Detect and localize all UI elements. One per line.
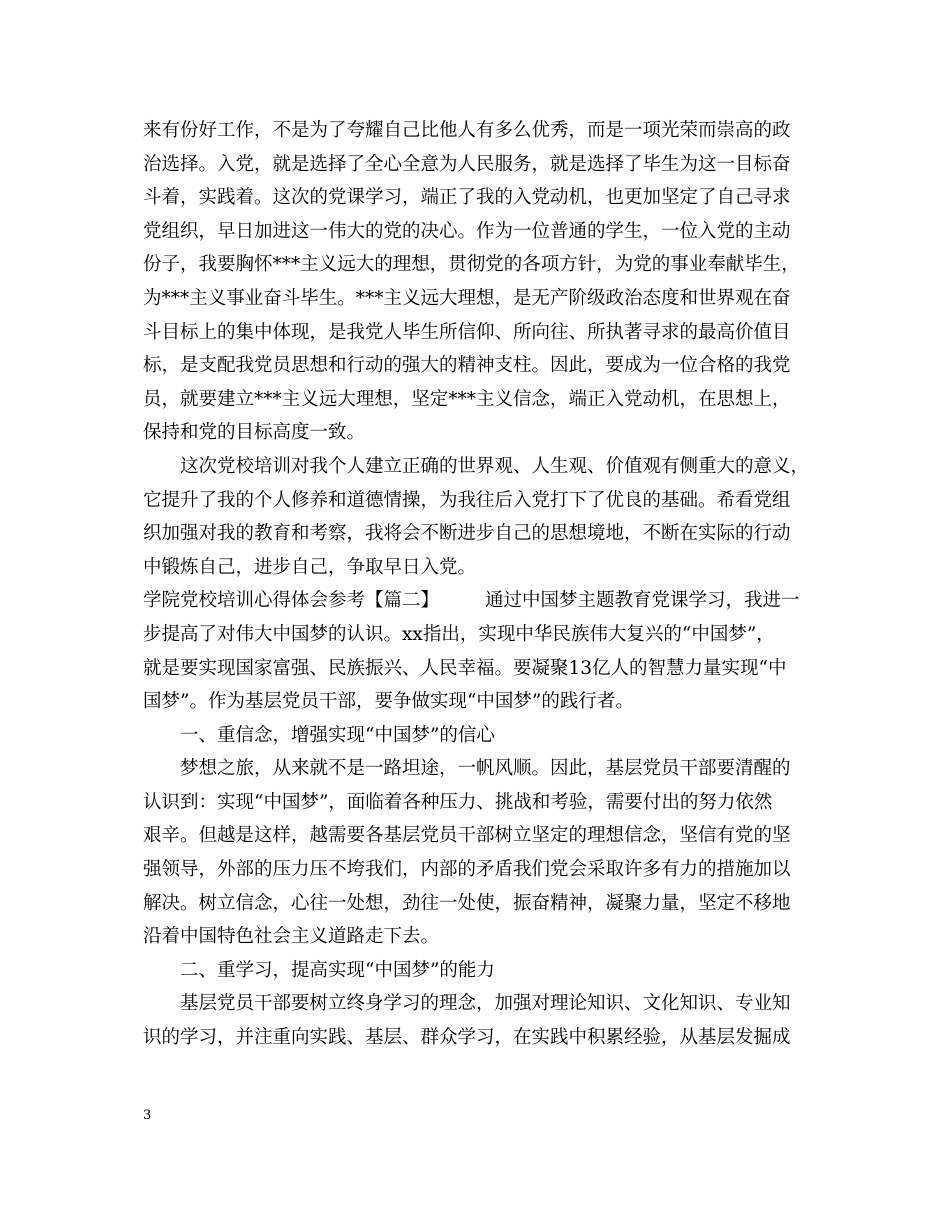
text-line: 艰辛。但越是这样，越需要各基层党员干部树立坚定的理想信念，坚信有党的坚 xyxy=(143,825,791,847)
text-line: 来有份好工作，不是为了夸耀自己比他人有多么优秀，而是一项光荣而崇高的政 xyxy=(143,120,791,141)
section-title: 学院党校培训心得体会参考【篇二】 xyxy=(143,590,440,612)
text-line: 治选择。入党，就是选择了全心全意为人民服务，就是选择了毕生为这一目标奋 xyxy=(143,153,791,175)
paragraph-first-line: 这次党校培训对我个人建立正确的世界观、人生观、价值观有侧重大的意义， xyxy=(180,455,810,477)
text-line: 份子，我要胸怀***主义远大的理想，贯彻党的各项方针，为党的事业奉献毕生， xyxy=(143,254,800,276)
subheading-line: 二、重学习，提高实现“中国梦”的能力 xyxy=(180,959,495,981)
text-line: 员，就要建立***主义远大理想，坚定***主义信念，端正入党动机，在思想上， xyxy=(143,388,791,410)
text-line: 中锻炼自己，进步自己，争取早日入党。 xyxy=(143,556,477,578)
page-number: 3 xyxy=(143,1108,152,1123)
text-line: 就是要实现国家富强、民族振兴、人民幸福。要凝聚13亿人的智慧力量实现“中 xyxy=(143,657,787,679)
document-body xyxy=(143,114,823,1055)
text-line: 识的学习，并注重向实践、基层、群众学习，在实践中积累经验，从基层发掘成 xyxy=(143,1027,791,1049)
text-line: 它提升了我的个人修养和道德情操，为我往后入党打下了优良的基础。希看党组 xyxy=(143,489,791,511)
section-heading-line xyxy=(143,584,823,618)
text-line: 认识到：实现“中国梦”，面临着各种压力、挑战和考验，需要付出的努力依然 xyxy=(143,791,773,813)
text-line: 解决。树立信念，心往一处想，劲往一处使，振奋精神，凝聚力量，坚定不移地 xyxy=(143,892,791,914)
text-line: 斗目标上的集中体现，是我党人毕生所信仰、所向往、所执著寻求的最高价值目 xyxy=(143,321,791,343)
text-line: 国梦”。作为基层党员干部，要争做实现“中国梦”的践行者。 xyxy=(143,691,634,713)
text-line: 步提高了对伟大中国梦的认识。xx指出，实现中华民族伟大复兴的“中国梦”， xyxy=(143,623,775,645)
text-line: 标，是支配我党员思想和行动的强大的精神支柱。因此，要成为一位合格的我党 xyxy=(143,355,791,377)
paragraph-first-line: 梦想之旅，从来就不是一路坦途，一帆风顺。因此，基层党员干部要清醒的 xyxy=(180,758,791,780)
text-line: 强领导，外部的压力压不垮我们，内部的矛盾我们党会采取许多有力的措施加以 xyxy=(143,859,791,881)
text-line: 保持和党的目标高度一致。 xyxy=(143,422,366,444)
text-line: 沿着中国特色社会主义道路走下去。 xyxy=(143,926,440,948)
section-intro-text: 通过中国梦主题教育党课学习，我进一 xyxy=(485,590,800,612)
text-line: 党组织，早日加进这一伟大的党的决心。作为一位普通的学生，一位入党的主动 xyxy=(143,220,791,242)
subheading-line: 一、重信念，增强实现“中国梦”的信心 xyxy=(180,724,495,746)
text-line: 织加强对我的教育和考察，我将会不断进步自己的思想境地，不断在实际的行动 xyxy=(143,523,791,545)
text-line: 为***主义事业奋斗毕生。***主义远大理想，是无产阶级政治态度和世界观在奋 xyxy=(143,287,791,309)
text-line: 斗着，实践着。这次的党课学习，端正了我的入党动机，也更加坚定了自己寻求 xyxy=(143,187,791,209)
paragraph-first-line: 基层党员干部要树立终身学习的理念，加强对理论知识、文化知识、专业知 xyxy=(180,993,791,1015)
